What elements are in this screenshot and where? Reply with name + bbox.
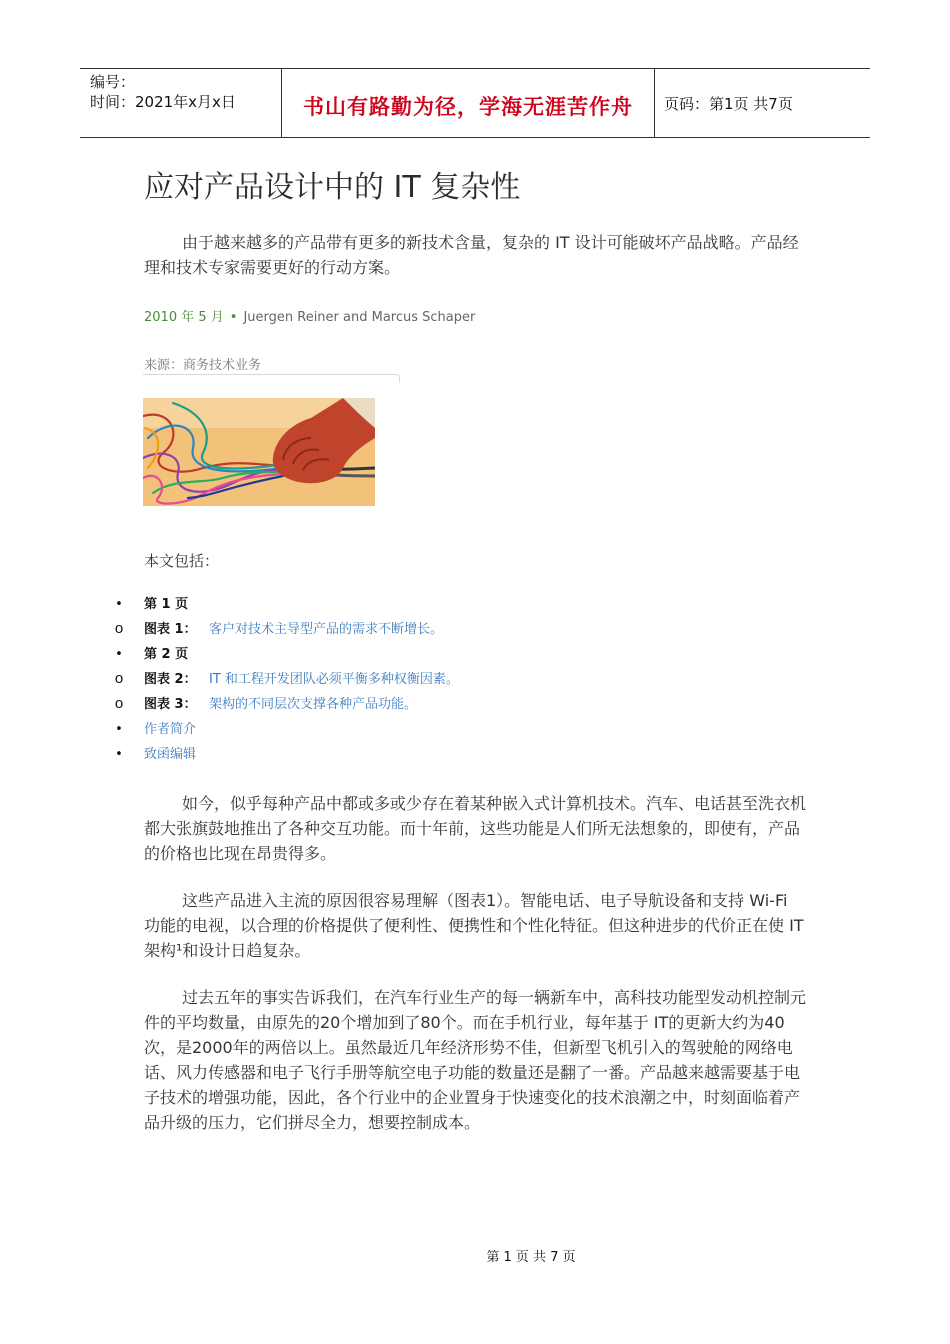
- bullet-icon: •: [115, 597, 123, 612]
- document-header: [80, 68, 870, 138]
- article-byline: [144, 306, 475, 325]
- circle-bullet-icon: o: [114, 670, 124, 687]
- document-number: 编号：: [90, 73, 136, 91]
- circle-bullet-icon: o: [114, 695, 124, 712]
- page-footer: [0, 1246, 950, 1265]
- header-motto: 书山有路勤为径，学海无涯苦作舟: [303, 95, 633, 119]
- document-time: 时间：2021年x月x日: [90, 93, 236, 111]
- article-source: 来源：商务技术业务: [144, 358, 262, 373]
- toc-link[interactable]: IT 和工程开发团队必须平衡多种权衡因素。: [208, 672, 459, 687]
- toc-link[interactable]: 客户对技术主导型产品的需求不断增长。: [208, 622, 443, 637]
- toc-link[interactable]: 致函编辑: [144, 747, 197, 762]
- toc-link[interactable]: 架构的不同层次支撑各种产品功能。: [208, 697, 417, 712]
- contents-heading: 本文包括：: [144, 552, 220, 570]
- divider: [143, 374, 400, 383]
- body-paragraph-2: 这些产品进入主流的原因很容易理解（图表1）。智能电话、电子导航设备和支持 Wi-Fi 功能的电视，以合理的价格提供了便利性、便携性和个性化特征。但这种进步的代价正在使 IT 架构¹和设计日趋复杂。: [144, 891, 804, 960]
- bullet-icon: •: [115, 747, 123, 762]
- header-motto-cell: [281, 69, 655, 137]
- body-paragraph-3: 过去五年的事实告诉我们，在汽车行业生产的每一辆新车中，高科技功能型发动机控制元件的平均数量，由原先的20个增加到了80个。而在手机行业，每年基于 IT的更新大约为40次，是2000年的两倍以上。虽然最近几年经济形势不佳，但新型飞机引入的驾驶舱的网络电话、风力传感器和电子飞行手册等航空电子功能的数量还是翻了一番。产品越来越需要基于电子技术的增强功能，因此，各个行业中的企业置身于快速变化的技术浪潮之中，时刻面临着产品升级的压力，它们拼尽全力，想要控制成本。: [144, 988, 807, 1132]
- bullet-icon: •: [115, 722, 123, 737]
- toc-link[interactable]: 作者简介: [144, 722, 197, 737]
- header-page-cell: [655, 69, 870, 137]
- byline-date: 2010 年 5 月: [144, 310, 224, 325]
- byline-authors: Juergen Reiner and Marcus Schaper: [243, 310, 476, 325]
- toc-label: 图表 2：: [144, 672, 197, 687]
- toc-label: 第 1 页: [144, 597, 189, 612]
- hand-wires-illustration: [143, 398, 375, 506]
- circle-bullet-icon: o: [114, 620, 124, 637]
- toc-label: 图表 3：: [144, 697, 197, 712]
- toc-label: 第 2 页: [144, 647, 189, 662]
- article-title: 应对产品设计中的 IT 复杂性: [144, 170, 521, 205]
- byline-separator: •: [229, 310, 238, 325]
- header-meta-cell: [80, 69, 281, 137]
- toc-label: 图表 1：: [144, 622, 197, 637]
- header-page-number: 页码：第1页 共7页: [664, 95, 793, 113]
- footer-page-number: 第 1 页 共 7 页: [486, 1250, 576, 1265]
- article-lede: 由于越来越多的产品带有更多的新技术含量，复杂的 IT 设计可能破坏产品战略。产品经理和技术专家需要更好的行动方案。: [144, 233, 799, 277]
- bullet-icon: •: [115, 647, 123, 662]
- body-paragraph-1: 如今，似乎每种产品中都或多或少存在着某种嵌入式计算机技术。汽车、电话甚至洗衣机都大张旗鼓地推出了各种交互功能。而十年前，这些功能是人们所无法想象的，即使有，产品的价格也比现在昂贵得多。: [144, 794, 807, 863]
